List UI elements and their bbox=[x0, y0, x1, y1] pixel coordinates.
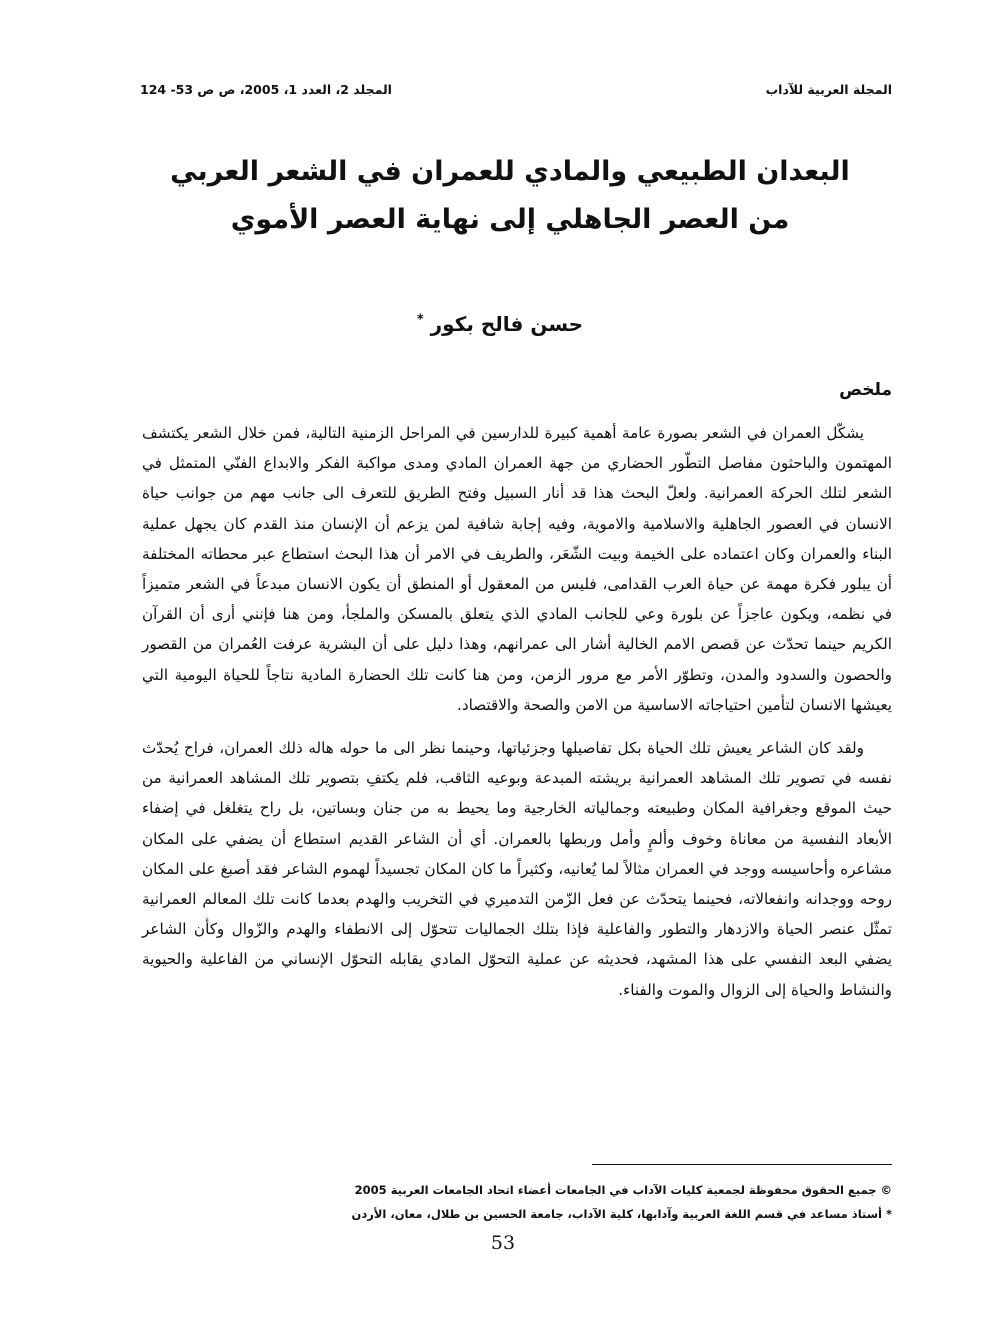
article-title bbox=[120, 148, 900, 244]
author-footnote-marker: * bbox=[416, 312, 424, 328]
footnotes bbox=[250, 1178, 892, 1226]
author-affiliation-note: * أستاذ مساعد في قسم اللغة العربية وآدابها، كلية الآداب، جامعة الحسين بن طلال، معان، الأردن bbox=[351, 1207, 892, 1221]
page-number: 53 bbox=[490, 1232, 516, 1254]
abstract-paragraph-2: ولقد كان الشاعر يعيش تلك الحياة بكل تفاصيلها وجزئياتها، وحينما نظر الى ما حوله هاله ذلك العمران، فراح يُحدّث نفسه في تصوير تلك المشاهد العمرانية بريشته المبدعة وبوعيه الثاقب، فلم يكتفِ بتصوير تلك المشاهد العمرانية من حيث الموقع وجغرافية المكان وطبيعته وجمالياته الخارجية وما يحيط به من جنان وبساتين، بل راح يتغلغل في إضفاء الأبعاد النفسية من معاناة وخوف وألمٍ وأمل وربطها بالعمران. أي أن الشاعر القديم استطاع أن يضفي على المكان مشاعره وأحاسيسه ووجد في العمران مثالاً لما يُعانيه، وكثيراً ما كان المكان تجسيداً لهموم الشاعر فقد أصبغ على المكان روحه ووجدانه وانفعالاته، فحينما يتحدّث عن فعل الزّمن التدميري في التخريب والهدم بعدما كانت تلك المعالم العمرانية تمثّل عنصر الحياة والازدهار والتطور والفاعلية فإذا بتلك الجماليات تتحوّل إلى الانطفاء والهدم والزّوال وكأن الشاعر يضفي البعد النفسي على هذا المشهد، فحديثه عن عملية التحوّل المادي يقابله التحوّل الإنساني من الفاعلية والحيوية والنشاط والحياة إلى الزوال والموت والفناء. bbox=[142, 739, 892, 999]
running-header bbox=[140, 78, 892, 100]
title-line-1: البعدان الطبيعي والمادي للعمران في الشعر العربي bbox=[170, 156, 850, 187]
abstract-heading: ملخص bbox=[839, 380, 892, 400]
journal-name: المجلة العربية للآداب bbox=[765, 81, 892, 97]
author-name: حسن فالح بكور bbox=[430, 312, 584, 336]
citation-info: المجلد 2، العدد 1، 2005، ص ص 53- 124 bbox=[140, 81, 392, 97]
copyright-note: © جميع الحقوق محفوظة لجمعية كليات الآداب في الجامعات أعضاء اتحاد الجامعات العربية 2005 bbox=[354, 1183, 892, 1197]
title-line-2: من العصر الجاهلي إلى نهاية العصر الأموي bbox=[230, 204, 790, 235]
abstract-paragraph-1: يشكّل العمران في الشعر بصورة عامة أهمية كبيرة للدارسين في المراحل الزمنية التالية، فمن خلال الشعر يكتشف المهتمون والباحثون مفاصل التطّور الحضاري من جهة العمران المادي ومدى مواكبة الفكر والابداع الفنّي المتمثل في الشعر لتلك الحركة العمرانية. ولعلّ البحث هذا قد أنار السبيل وفتح الطريق للتعرف الى جانب مهم من جوانب حياة الانسان في العصور الجاهلية والاسلامية والاموية، وفيه إجابة شافية لمن يزعم أن الإنسان منذ القدم كان يجهل عملية البناء والعمران وكان اعتماده على الخيمة وبيت الشّعَر، والطريف في الامر أن هذا البحث استطاع عبر محطاته المختلفة أن يبلور فكرة مهمة عن حياة العرب القدامى، فليس من المعقول أو المنطق أن يكون الانسان مبدعاً في الشعر متميزاً في نظمه، ويكون عاجزاً عن بلورة وعي للجانب المادي الذي يتعلق بالمسكن والملجأ، ومن هنا فإنني أرى أن القرآن الكريم حينما تحدّث عن قصص الامم الخالية أشار الى عمرانهم، وهذا دليل على أن البشرية عرفت العُمران من القصور والحصون والسدود والمدن، وتطوّر الأمر مع مرور الزمن، ومن هنا كانت تلك الحضارة المادية نتاجاً للحياة اليومية التي يعيشها الانسان لتأمين احتياجاته الاساسية من الامن والصحة والاقتصاد. bbox=[142, 424, 892, 714]
abstract-body bbox=[142, 418, 892, 1018]
author-byline bbox=[250, 312, 750, 336]
footnote-divider bbox=[592, 1164, 892, 1165]
